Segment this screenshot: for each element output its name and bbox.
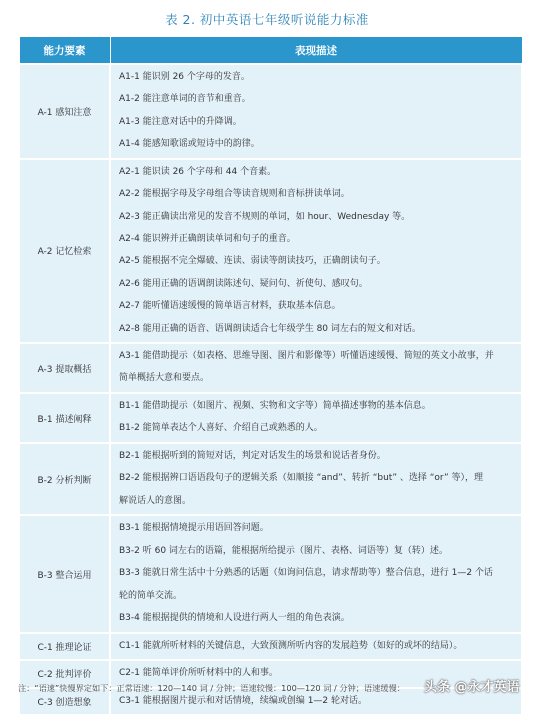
description-line: C2-1 能简单评价所听材料中的人和事。 bbox=[119, 668, 278, 679]
ability-factor: B-2 分析判断 bbox=[19, 443, 110, 515]
description-line: A2-4 能识辨并正确朗读单词和句子的重音。 bbox=[119, 233, 296, 244]
performance-description bbox=[110, 64, 522, 159]
table-caption: 表 2. 初中英语七年级听说能力标准 bbox=[165, 12, 369, 27]
performance-description bbox=[110, 393, 522, 443]
ability-factor: C-3 创造想象 bbox=[19, 688, 110, 716]
description-line: A2-5 能根据不完全爆破、连读、弱读等朗读技巧，正确朗读句子。 bbox=[119, 256, 386, 267]
ability-factor: C-1 推理论证 bbox=[19, 633, 110, 661]
table-row bbox=[19, 443, 522, 515]
description-line: A2-6 能用正确的语调朗读陈述句、疑问句、祈使句、感叹句。 bbox=[119, 278, 368, 289]
description-line: C3-1 能根据图片提示和对话情境，续编或创编 1—2 轮对话。 bbox=[119, 695, 368, 706]
header-factor: 能力要素 bbox=[19, 37, 110, 65]
description-line: B3-4 能根据提供的情境和人设进行两人一组的角色表演。 bbox=[119, 613, 350, 623]
description-line: A2-8 能用正确的语音、语调朗读适合七年级学生 80 词左右的短文和对话。 bbox=[119, 323, 421, 334]
watermark: 头条 @永才英语 bbox=[424, 680, 520, 695]
header-description: 表现描述 bbox=[110, 37, 522, 65]
performance-description bbox=[110, 343, 522, 393]
performance-description bbox=[110, 515, 522, 632]
description-line: A3-1 能借助提示（如表格、思维导图、图片和影像等）听懂语速缓慢、简短的英文小故事，并 bbox=[119, 351, 494, 362]
description-line: 简单概括大意和要点。 bbox=[119, 373, 210, 384]
performance-description bbox=[110, 443, 522, 515]
ability-factor: B-1 描述阐释 bbox=[19, 393, 110, 443]
table-header-row bbox=[19, 37, 522, 65]
description-line: C1-1 能就所听材料的关键信息，大致预测所听内容的发展趋势（如好的或坏的结局）。 bbox=[119, 640, 463, 651]
description-line: A2-1 能识读 26 个字母和 44 个音素。 bbox=[119, 166, 277, 177]
table-row bbox=[19, 633, 522, 661]
table-row bbox=[19, 515, 522, 632]
performance-description bbox=[110, 633, 522, 661]
description-line: A2-7 能听懂语速缓慢的简单语言材料，获取基本信息。 bbox=[119, 301, 341, 312]
ability-factor: A-3 提取概括 bbox=[19, 343, 110, 393]
ability-factor: A-1 感知注意 bbox=[19, 64, 110, 159]
description-line: A1-2 能注意单词的音节和重音。 bbox=[119, 94, 251, 105]
description-line: A1-4 能感知歌谣或短诗中的韵律。 bbox=[119, 139, 260, 150]
performance-description bbox=[110, 159, 522, 343]
description-line: 解说话人的意图。 bbox=[119, 495, 192, 506]
table-row bbox=[19, 343, 522, 393]
description-line: A2-2 能根据字母及字母组合等读音规则和音标拼读单词。 bbox=[119, 189, 350, 200]
description-line: B1-1 能借助提示（如图片、视频、实物和文字等）简单描述事物的基本信息。 bbox=[119, 401, 431, 412]
description-line: B3-3 能就日常生活中十分熟悉的话题（如询问信息，请求帮助等）整合信息，进行 1—2 个话 bbox=[119, 568, 493, 579]
ability-factor: A-2 记忆检索 bbox=[19, 159, 110, 343]
description-line: B2-2 能根据辨口语语段句子的逻辑关系（如顺接 “and”、转折 “but” 、选择 “or” 等），理 bbox=[119, 473, 483, 484]
description-line: A1-1 能识别 26 个字母的发音。 bbox=[119, 72, 250, 82]
description-line: 轮的简单交流。 bbox=[119, 590, 183, 601]
table-footnote: 注：“语速”快慢界定如下：正常语速：120—140 词 / 分钟；语速较慢：100—120 词 / 分钟；语速缓慢： bbox=[18, 683, 405, 693]
description-line: A1-3 能注意对话中的升降调。 bbox=[119, 116, 242, 127]
table-row bbox=[19, 64, 522, 159]
description-line: B2-1 能根据听到的简短对话，判定对话发生的场景和说话者身份。 bbox=[119, 451, 386, 462]
table-row bbox=[19, 159, 522, 343]
description-line: B3-2 听 60 词左右的语篇，能根据所给提示（图片、表格、词语等）复（转）述。 bbox=[119, 545, 448, 556]
description-line: B1-2 能简单表达个人喜好、介绍自己或熟悉的人。 bbox=[119, 423, 323, 434]
description-line: B3-1 能根据情境提示用语回答问题。 bbox=[119, 523, 269, 534]
description-line: A2-3 能正确读出常见的发音不规则的单词，如 hour、Wednesday 等。 bbox=[119, 211, 411, 222]
ability-factor: B-3 整合运用 bbox=[19, 515, 110, 632]
table-row bbox=[19, 393, 522, 443]
ability-standard-table bbox=[18, 36, 523, 716]
ability-factor: C-2 批判评价 bbox=[19, 660, 110, 688]
